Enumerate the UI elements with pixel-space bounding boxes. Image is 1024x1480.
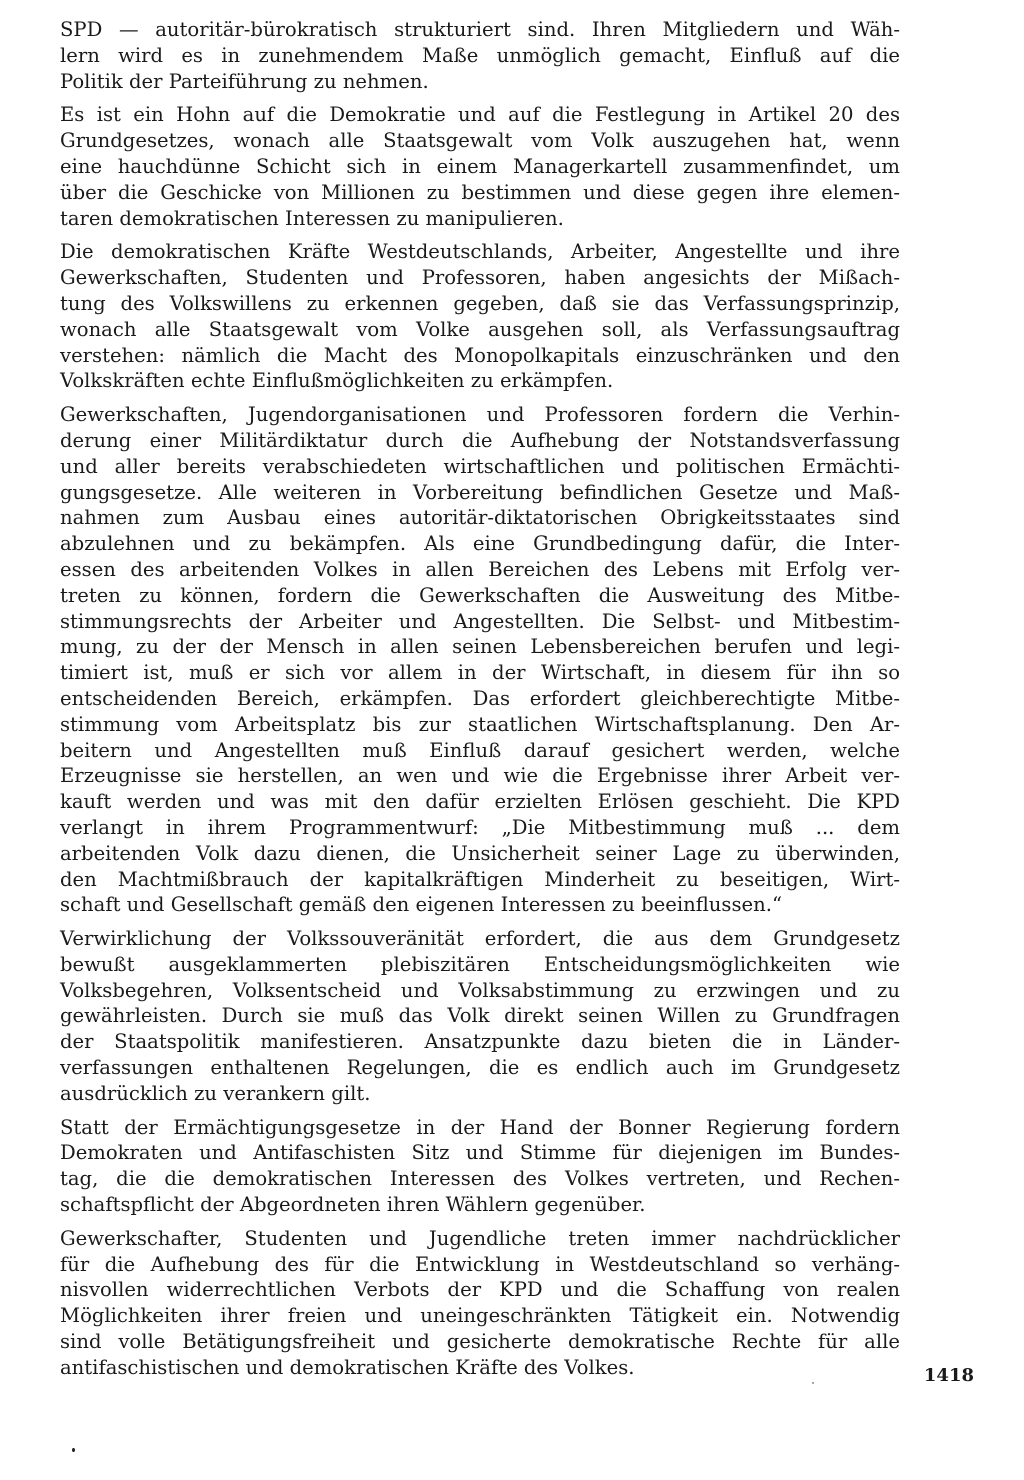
text-line: gewährleisten. Durch sie muß das Volk direkt seinen Willen zu Grundfragen [60,1004,900,1028]
text-line: ausdrücklich zu verankern gilt. [60,1081,371,1105]
text-line: tung des Volkswillens zu erkennen gegeben, daß sie das Verfassungsprinzip, [60,291,900,315]
paragraph [60,926,900,1107]
text-line: beitern und Angestellten muß Einfluß darauf gesichert werden, welche [60,738,900,762]
text-line: mung, zu der der Mensch in allen seinen Lebensbereichen berufen und legi- [60,635,900,659]
text-line: timiert ist, muß er sich vor allem in der Wirtschaft, in diesem für ihn so [60,661,900,685]
text-line: taren demokratischen Interessen zu manipulieren. [60,206,564,230]
text-line: Verwirklichung der Volkssouveränität erfordert, die aus dem Grundgesetz [60,927,900,951]
text-line: verlangt in ihrem Programmentwurf: „Die Mitbestimmung muß ... dem [60,815,900,839]
text-line: kauft werden und was mit den dafür erzielten Erlösen geschieht. Die KPD [60,790,900,814]
text-line: und aller bereits verabschiedeten wirtschaftlichen und politischen Ermächti- [60,454,900,478]
text-line: eine hauchdünne Schicht sich in einem Managerkartell zusammenfindet, um [60,154,900,178]
text-line: tag, die die demokratischen Interessen des Volkes vertreten, und Rechen- [60,1167,900,1191]
text-line: bewußt ausgeklammerten plebiszitären Entscheidungsmöglichkeiten wie [60,952,900,976]
text-line: SPD — autoritär-bürokratisch strukturiert sind. Ihren Mitgliedern und Wäh- [60,18,900,41]
text-line: entscheidenden Bereich, erkämpfen. Das erfordert gleichberechtigte Mitbe- [60,686,900,710]
text-line: Volksbegehren, Volksentscheid und Volksabstimmung zu erzwingen und zu [60,978,900,1002]
text-line: der Staatspolitik manifestieren. Ansatzpunkte dazu bieten die in Länder- [60,1030,900,1054]
page-number: 1418 [923,1365,974,1386]
paragraph [60,239,900,394]
text-line: Gewerkschaften, Jugendorganisationen und Professoren fordern die Verhin- [60,403,900,427]
text-line: Möglichkeiten ihrer freien und uneingeschränkten Tätigkeit ein. Notwendig [60,1304,900,1328]
text-line: Grundgesetzes, wonach alle Staatsgewalt vom Volk auszugehen hat, wenn [60,129,900,153]
text-line: schaftspflicht der Abgeordneten ihren Wählern gegenüber. [60,1193,646,1217]
paragraph [60,17,900,94]
text-line: Die demokratischen Kräfte Westdeutschlands, Arbeiter, Angestellte und ihre [60,240,900,264]
text-line: Volkskräften echte Einflußmöglichkeiten zu erkämpfen. [60,369,614,393]
paragraph [60,1226,900,1381]
text-line: arbeitenden Volk dazu dienen, die Unsicherheit seiner Lage zu überwinden, [60,841,900,865]
text-line: Statt der Ermächtigungsgesetze in der Hand der Bonner Regierung fordern [60,1115,900,1139]
text-line: den Machtmißbrauch der kapitalkräftigen Minderheit zu beseitigen, Wirt- [60,867,900,891]
text-line: gungsgesetze. Alle weiteren in Vorbereitung befindlichen Gesetze und Maß- [60,480,900,504]
text-line: über die Geschicke von Millionen zu bestimmen und diese gegen ihre elemen- [60,180,900,204]
text-line: Gewerkschaften, Studenten und Professoren, haben angesichts der Mißach- [60,266,900,290]
text-line: wonach alle Staatsgewalt vom Volke ausgehen soll, als Verfassungsauftrag [60,317,900,341]
body-text [60,17,900,1389]
text-line: verfassungen enthaltenen Regelungen, die es endlich auch im Grundgesetz [60,1056,900,1080]
text-line: Erzeugnisse sie herstellen, an wen und wie die Ergebnisse ihrer Arbeit ver- [60,764,900,788]
text-line: stimmung vom Arbeitsplatz bis zur staatlichen Wirtschaftsplanung. Den Ar- [60,712,900,736]
paragraph [60,102,900,231]
text-line: Demokraten und Antifaschisten Sitz und Stimme für diejenigen im Bundes- [60,1141,900,1165]
text-line: nisvollen widerrechtlichen Verbots der KPD und die Schaffung von realen [60,1278,900,1302]
text-line: Gewerkschafter, Studenten und Jugendliche treten immer nachdrücklicher [60,1226,900,1250]
paragraph [60,402,900,918]
text-line: essen des arbeitenden Volkes in allen Bereichen des Lebens mit Erfolg ver- [60,557,900,581]
text-line: Es ist ein Hohn auf die Demokratie und auf die Festlegung in Artikel 20 des [60,103,900,127]
text-line: abzulehnen und zu bekämpfen. Als eine Grundbedingung dafür, die Inter- [60,532,900,556]
text-line: lern wird es in zunehmendem Maße unmöglich gemacht, Einfluß auf die [60,43,900,67]
scan-speck [72,1448,75,1452]
text-line: Politik der Parteiführung zu nehmen. [60,69,429,93]
text-line: sind volle Betätigungsfreiheit und gesicherte demokratische Rechte für alle [60,1330,900,1354]
text-line: derung einer Militärdiktatur durch die Aufhebung der Notstandsverfassung [60,428,900,452]
text-line: verstehen: nämlich die Macht des Monopolkapitals einzuschränken und den [60,343,900,367]
text-line: stimmungsrechts der Arbeiter und Angestellten. Die Selbst- und Mitbestim- [60,609,900,633]
text-line: treten zu können, fordern die Gewerkschaften die Ausweitung des Mitbe- [60,583,900,607]
paragraph [60,1115,900,1218]
text-line: schaft und Gesellschaft gemäß den eigenen Interessen zu beeinflussen.“ [60,893,782,917]
text-line: für die Aufhebung des für die Entwicklung in Westdeutschland so verhäng- [60,1252,900,1276]
scan-speck [812,1382,814,1384]
text-line: antifaschistischen und demokratischen Kräfte des Volkes. [60,1355,635,1379]
text-line: nahmen zum Ausbau eines autoritär-diktatorischen Obrigkeitsstaates sind [60,506,900,530]
